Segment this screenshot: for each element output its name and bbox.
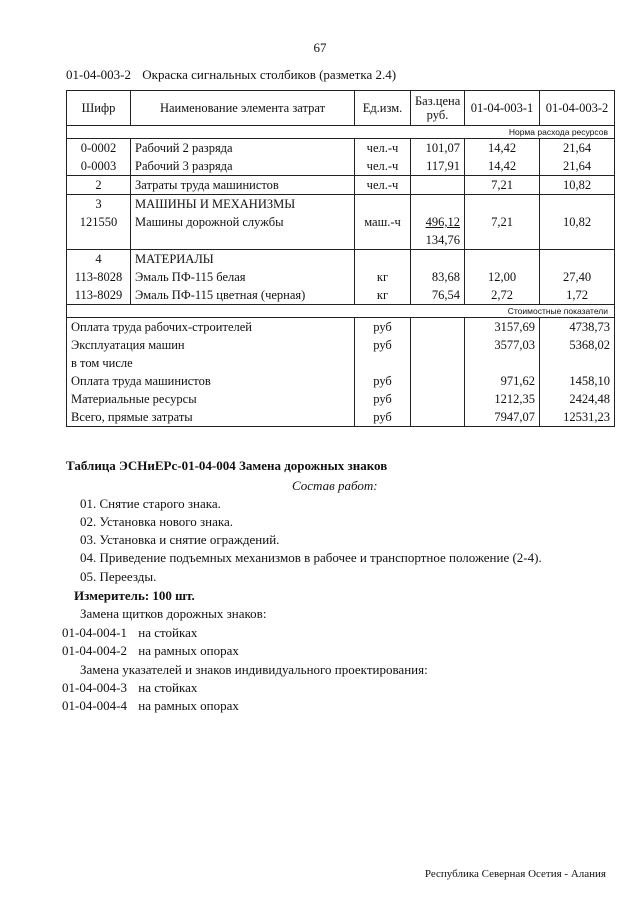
cell-code: 0-0003 xyxy=(67,157,131,176)
footer-region: Республика Северная Осетия - Алания xyxy=(424,868,606,880)
section-title: Таблица ЭСНиЕРс-01-04-004 Замена дорожных знаков xyxy=(66,458,388,473)
header-col1: 01-04-003-1 xyxy=(465,91,540,126)
item-row xyxy=(62,680,197,696)
cell-price: 83,68 xyxy=(411,268,465,286)
cell-v1: 2,72 xyxy=(465,286,540,305)
cell-v1: 12,00 xyxy=(465,268,540,286)
cost-name: Оплата труда рабочих-строителей xyxy=(67,318,355,337)
table-row-group xyxy=(67,250,615,269)
cell-name: Рабочий 2 разряда xyxy=(131,139,355,158)
cost-v1: 3157,69 xyxy=(465,318,540,337)
cell-v2: 10,82 xyxy=(540,176,615,195)
cell-v2: 21,64 xyxy=(540,139,615,158)
cell-unit: маш.-ч xyxy=(355,213,411,250)
table-row xyxy=(67,139,615,158)
cell-code: 4 xyxy=(67,250,131,269)
cell-price: 101,07 xyxy=(411,139,465,158)
table-row xyxy=(67,176,615,195)
cost-unit: руб xyxy=(355,390,411,408)
cell-price xyxy=(411,213,465,250)
cost-row xyxy=(67,354,615,372)
group-title: Замена щитков дорожных знаков: xyxy=(80,606,267,621)
cell-price: 76,54 xyxy=(411,286,465,305)
cell-group-title: МАТЕРИАЛЫ xyxy=(131,250,355,269)
cell-v2: 1,72 xyxy=(540,286,615,305)
cell-code: 3 xyxy=(67,195,131,214)
item-label: на стойках xyxy=(138,625,198,640)
cost-v2: 2424,48 xyxy=(540,390,615,408)
cell-v1: 14,42 xyxy=(465,157,540,176)
cell-group-title: МАШИНЫ И МЕХАНИЗМЫ xyxy=(131,195,355,214)
group-title: Замена указателей и знаков индивидуального проектирования: xyxy=(80,662,428,677)
cost-unit: руб xyxy=(355,336,411,354)
cost-row xyxy=(67,390,615,408)
item-row xyxy=(62,698,239,714)
cell-v2: 21,64 xyxy=(540,157,615,176)
cost-v2: 1458,10 xyxy=(540,372,615,390)
work-item: 02. Установка нового знака. xyxy=(80,514,234,529)
cell-code: 0-0002 xyxy=(67,139,131,158)
cost-v1: 3577,03 xyxy=(465,336,540,354)
price-value: 496,12 xyxy=(425,215,460,229)
cost-row xyxy=(67,372,615,390)
table-header-row xyxy=(67,91,615,126)
cost-unit: руб xyxy=(355,318,411,337)
cell-name: Затраты труда машинистов xyxy=(131,176,355,195)
cell-name: Эмаль ПФ-115 цветная (черная) xyxy=(131,286,355,305)
cell-code: 113-8028 xyxy=(67,268,131,286)
cell-name: Эмаль ПФ-115 белая xyxy=(131,268,355,286)
cell-price xyxy=(411,176,465,195)
table-row xyxy=(67,213,615,250)
cost-unit: руб xyxy=(355,408,411,427)
cost-name: Всего, прямые затраты xyxy=(67,408,355,427)
cell-unit: чел.-ч xyxy=(355,157,411,176)
cost-name: Оплата труда машинистов xyxy=(67,372,355,390)
item-row xyxy=(62,643,239,659)
work-item: 04. Приведение подъемных механизмов в рабочее и транспортное положение (2-4). xyxy=(80,550,542,565)
cell-price: 117,91 xyxy=(411,157,465,176)
header-unit: Ед.изм. xyxy=(355,91,411,126)
item-code: 01-04-004-2 xyxy=(62,643,127,658)
table-caption-code: 01-04-003-2 xyxy=(66,67,131,82)
item-label: на рамных опорах xyxy=(138,643,239,658)
header-col2: 01-04-003-2 xyxy=(540,91,615,126)
cost-name: Эксплуатация машин xyxy=(67,336,355,354)
work-item: 03. Установка и снятие ограждений. xyxy=(80,532,280,547)
header-price: Баз.цена руб. xyxy=(411,91,465,126)
table-row xyxy=(67,268,615,286)
cell-v2: 10,82 xyxy=(540,213,615,250)
cost-v1: 7947,07 xyxy=(465,408,540,427)
work-item: 05. Переезды. xyxy=(80,569,157,584)
cell-v1: 14,42 xyxy=(465,139,540,158)
cell-unit: кг xyxy=(355,268,411,286)
item-code: 01-04-004-3 xyxy=(62,680,127,695)
measure: Измеритель: 100 шт. xyxy=(74,588,195,603)
cell-unit: кг xyxy=(355,286,411,305)
cost-row xyxy=(67,318,615,337)
cell-v1: 7,21 xyxy=(465,176,540,195)
item-code: 01-04-004-1 xyxy=(62,625,127,640)
cell-name: Рабочий 3 разряда xyxy=(131,157,355,176)
cell-code: 113-8029 xyxy=(67,286,131,305)
item-label: на рамных опорах xyxy=(138,698,239,713)
cell-code: 121550 xyxy=(67,213,131,250)
cost-name: Материальные ресурсы xyxy=(67,390,355,408)
band-cost-row xyxy=(67,305,615,318)
cost-unit: руб xyxy=(355,372,411,390)
cost-row xyxy=(67,336,615,354)
cost-v1: 971,62 xyxy=(465,372,540,390)
price-value-2: 134,76 xyxy=(425,233,460,247)
table-caption xyxy=(66,67,396,83)
cell-name: Машины дорожной службы xyxy=(131,213,355,250)
table-row xyxy=(67,157,615,176)
table-row-group xyxy=(67,195,615,214)
cost-name: в том числе xyxy=(67,354,355,372)
band-cost: Стоимостные показатели xyxy=(67,305,615,318)
cost-v2: 5368,02 xyxy=(540,336,615,354)
page-number: 67 xyxy=(313,40,327,55)
header-code: Шифр xyxy=(67,91,131,126)
cost-table xyxy=(66,90,615,427)
cell-code: 2 xyxy=(67,176,131,195)
table-row xyxy=(67,286,615,305)
cost-v2: 12531,23 xyxy=(540,408,615,427)
work-item: 01. Снятие старого знака. xyxy=(80,496,221,511)
table-caption-title: Окраска сигнальных столбиков (разметка 2.4) xyxy=(142,67,397,82)
band-norm-row xyxy=(67,126,615,139)
composition-title: Состав работ: xyxy=(292,478,378,493)
band-norm: Норма расхода ресурсов xyxy=(67,126,615,139)
item-code: 01-04-004-4 xyxy=(62,698,127,713)
cell-v1: 7,21 xyxy=(465,213,540,250)
cell-unit: чел.-ч xyxy=(355,176,411,195)
cell-unit: чел.-ч xyxy=(355,139,411,158)
item-row xyxy=(62,625,197,641)
cell-v2: 27,40 xyxy=(540,268,615,286)
item-label: на стойках xyxy=(138,680,198,695)
cost-v1: 1212,35 xyxy=(465,390,540,408)
cost-row xyxy=(67,408,615,427)
cost-v2: 4738,73 xyxy=(540,318,615,337)
header-name: Наименование элемента затрат xyxy=(131,91,355,126)
